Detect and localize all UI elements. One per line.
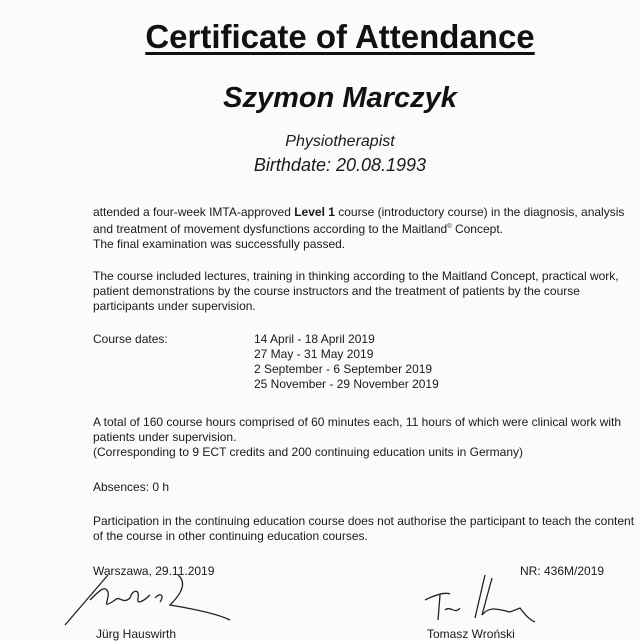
participant-birthdate: Birthdate: 20.08.1993 (253, 155, 427, 175)
exam-passed-text: The final examination was successfully passed. (93, 237, 346, 251)
credits-note: (Corresponding to 9 ECT credits and 200 continuing education units in Germany) (93, 445, 524, 459)
participant-name: Szymon Marczyk (223, 82, 457, 114)
signature-hauswirth (60, 570, 290, 630)
hours-paragraph (93, 415, 638, 460)
text: course (introductory course) in the diagnosis, analysis and treatment of movement dysfunctions according to the Maitland (93, 205, 625, 236)
disclaimer: Participation in the continuing education course does not authorise the participant to teach the content of the course in other continuing education courses. (93, 514, 635, 543)
certificate-number: NR: 436M/2019 (520, 564, 605, 578)
level-text: Level 1 (294, 205, 335, 219)
course-dates-label: Course dates: (93, 332, 168, 346)
course-date: 14 April - 18 April 2019 (254, 332, 375, 346)
signatory-name: Tomasz Wroński (427, 627, 515, 641)
registered-mark: ® (447, 224, 452, 230)
attendance-paragraph (93, 205, 633, 252)
course-date: 2 September - 6 September 2019 (254, 362, 433, 376)
course-content-paragraph: The course included lectures, training in thinking according to the Maitland Concept, practical work, patient demonstrations by the course instructors and the treatment of patients by the course participants under supervision. (93, 269, 619, 313)
participant-profession: Physiotherapist (285, 133, 395, 150)
text: attended a four-week IMTA-approved (93, 205, 295, 219)
hours-text: A total of 160 course hours comprised of 60 minutes each, 11 hours of which were clinical work with patients under supervision. (93, 415, 622, 444)
signature-wronski (420, 570, 600, 630)
signatory-name: Jürg Hauswirth (96, 627, 177, 641)
course-date: 25 November - 29 November 2019 (254, 377, 439, 391)
text: Concept. (451, 222, 503, 236)
course-dates-list (254, 332, 439, 392)
absences: Absences: 0 h (93, 480, 170, 494)
place-date: Warszawa, 29.11.2019 (93, 564, 215, 578)
course-date: 27 May - 31 May 2019 (254, 347, 374, 361)
certificate-title: Certificate of Attendance (145, 18, 535, 55)
